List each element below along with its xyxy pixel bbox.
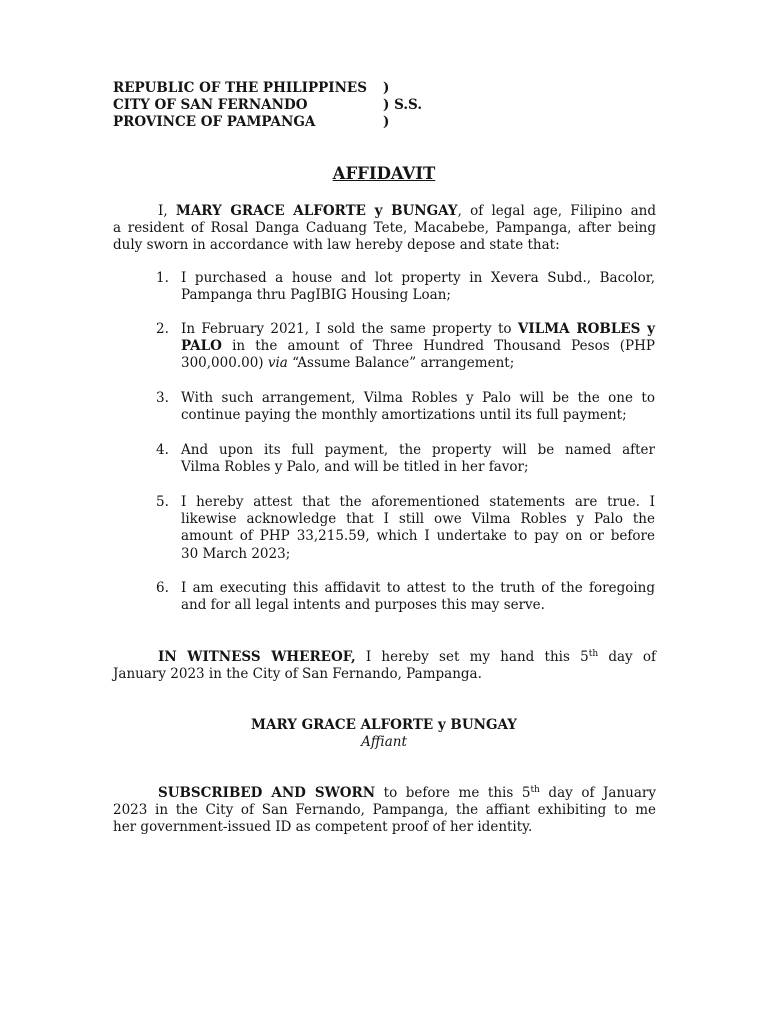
item-6-line-1: I am executing this affidavit to attest to the truth of the foregoing [181, 580, 655, 596]
item-2-amount: 300,000.00) [181, 355, 268, 372]
jurat-line-3: her government-issued ID as competent proof of her identity. [113, 819, 533, 836]
intro-line-2: a resident of Rosal Danga Caduang Tete, Macabebe, Pampanga, after being [113, 220, 656, 237]
witness-clause [113, 649, 656, 683]
item-2-via: via [267, 355, 288, 372]
item-2-amount-text: in the amount of Three Hundred Thousand Pesos (PHP [221, 338, 655, 355]
ordinal-suffix: th [530, 785, 540, 795]
witness-line-1 [113, 649, 656, 666]
item-2-line-1 [181, 321, 655, 338]
item-number: 5. [156, 494, 169, 510]
item-number: 1. [156, 270, 169, 286]
item-number: 3. [156, 390, 169, 406]
item-3-line-2: continue paying the monthly amortizations until its full payment; [181, 407, 627, 424]
affiant-signature-name: MARY GRACE ALFORTE y BUNGAY [251, 717, 517, 733]
affiant-role: Affiant [361, 734, 407, 750]
caption-ss: ) S.S. [383, 97, 423, 113]
witness-text: I hereby set my hand this 5 [355, 649, 589, 665]
witness-text-end: day of [598, 649, 656, 665]
item-number: 4. [156, 442, 169, 458]
document-title: AFFIDAVIT [332, 164, 436, 183]
intro-line-3: duly sworn in accordance with law hereby depose and state that: [113, 237, 560, 254]
affiant-name-inline: MARY GRACE ALFORTE y BUNGAY [175, 203, 458, 219]
ordinal-suffix: th [588, 649, 599, 659]
intro-paragraph [113, 203, 656, 255]
intro-line-1 [113, 203, 656, 220]
buyer-name-cont: PALO [181, 338, 222, 355]
item-2-line-2 [181, 338, 655, 355]
caption-paren-1: ) [383, 80, 390, 96]
caption-paren-3: ) [383, 114, 390, 130]
item-number: 2. [156, 321, 169, 337]
item-2-line-3 [181, 355, 655, 372]
witness-line-2: January 2023 in the City of San Fernando, Pampanga. [113, 666, 482, 683]
item-number: 6. [156, 580, 169, 596]
jurat-text: to before me this 5 [375, 785, 531, 801]
caption-republic: REPUBLIC OF THE PHILIPPINES [113, 80, 367, 96]
intro-suffix: , of legal age, Filipino and [457, 203, 656, 219]
item-2-text: In February 2021, I sold the same property to [181, 321, 518, 337]
jurat-line-1 [113, 785, 656, 802]
jurat-paragraph [113, 785, 656, 837]
intro-prefix: I, [158, 203, 176, 219]
caption-city: CITY OF SAN FERNANDO [113, 97, 308, 113]
item-2-arrangement: “Assume Balance” arrangement; [287, 355, 515, 372]
item-5-line-1: I hereby attest that the aforementioned statements are true. I [181, 494, 655, 510]
item-4-line-1: And upon its full payment, the property will be named after [181, 442, 655, 458]
caption-province: PROVINCE OF PAMPANGA [113, 114, 316, 130]
item-5-line-3: amount of PHP 33,215.59, which I undertake to pay on or before [181, 528, 655, 545]
buyer-name: VILMA ROBLES y [517, 321, 655, 337]
item-1-line-2: Pampanga thru PagIBIG Housing Loan; [181, 287, 451, 304]
item-4-line-2: Vilma Robles y Palo, and will be titled in her favor; [181, 459, 529, 476]
item-3-line-1: With such arrangement, Vilma Robles y Palo will be the one to [181, 390, 655, 406]
item-1-line-1: I purchased a house and lot property in Xevera Subd., Bacolor, [181, 270, 655, 286]
jurat-text-end: day of January [539, 785, 656, 801]
jurat-heading: SUBSCRIBED AND SWORN [158, 785, 376, 801]
item-5-line-2: likewise acknowledge that I still owe Vilma Robles y Palo the [181, 511, 655, 528]
item-5-line-4: 30 March 2023; [181, 545, 291, 562]
witness-heading: IN WITNESS WHEREOF, [158, 649, 356, 665]
jurat-line-2: 2023 in the City of San Fernando, Pampanga, the affiant exhibiting to me [113, 802, 656, 819]
item-6-line-2: and for all legal intents and purposes this may serve. [181, 597, 545, 614]
